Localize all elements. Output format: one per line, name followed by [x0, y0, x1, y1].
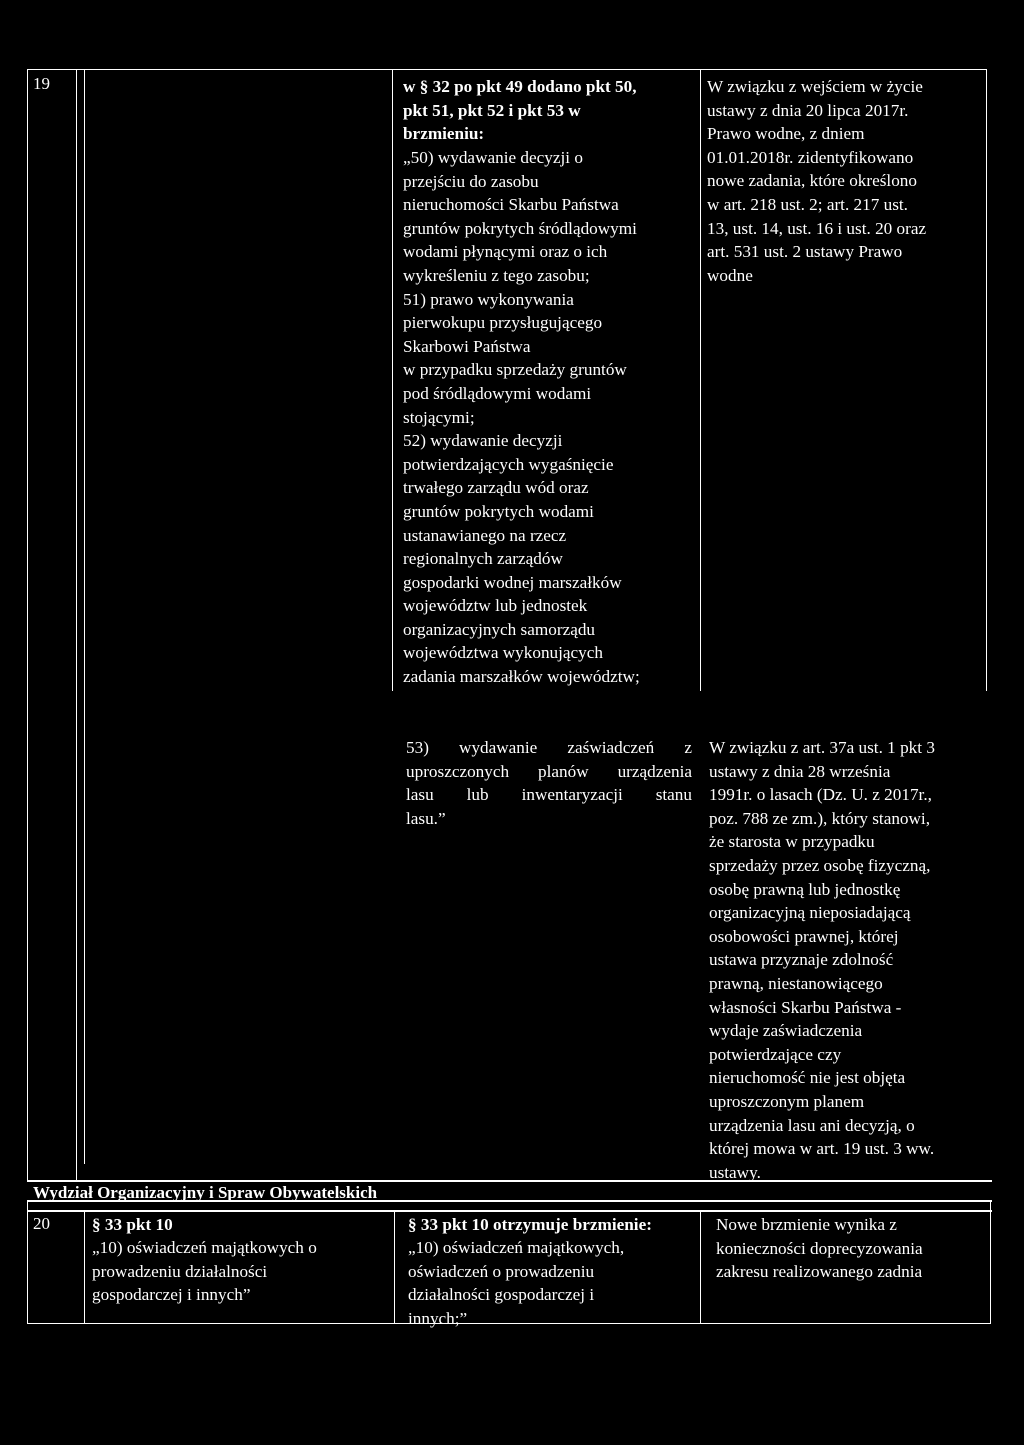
- department-row-divider: [27, 1210, 992, 1212]
- row19-proposed-heading: w § 32 po pkt 49 dodano pkt 50, pkt 51, pkt 52 i pkt 53 w brzmieniu:: [403, 77, 637, 144]
- number-column-divider: [76, 69, 77, 1180]
- row19-proposed-text-bottom: [406, 736, 692, 830]
- row19-number: 19: [33, 74, 50, 93]
- department-heading: Wydział Organizacyjny i Spraw Obywatelskich: [33, 1183, 378, 1202]
- row19-top-border: [27, 69, 987, 70]
- row20-number: 20: [33, 1214, 50, 1233]
- row19-point53-line: lasu lub inwentaryzacji stanu: [406, 785, 692, 805]
- row20-current-divider: [394, 1210, 395, 1324]
- row20-left-border: [27, 1200, 28, 1324]
- row19-justification-bottom: W związku z art. 37a ust. 1 pkt 3 ustawy z dnia 28 września 1991r. o lasach (Dz. U. z 2017r., poz. 788 ze zm.), który stanowi, że starosta w przypadku sprzedaży przez osobę fizyczną, osobę prawną lub jednostkę organizacyjną nieposiadającą osobowości prawnej, której ustawa przyznaje zdolność prawną, niestanowiącego własności Skarbu Państwa - wydaje zaświadczenia potwierdzające czy nieruchomość nie jest objęta uproszczonym planem urządzenia lasu ani decyzją, o której mowa w art. 19 ust. 3 ww. ustawy.: [709, 738, 935, 1182]
- current-text-column-divider: [392, 69, 393, 691]
- row20-proposed-heading: § 33 pkt 10 otrzymuje brzmienie:: [408, 1215, 652, 1234]
- row19-point53-line: 53) wydawanie zaświadczeń z: [406, 738, 692, 757]
- row20-right-border: [990, 1202, 991, 1324]
- row20-current-heading: § 33 pkt 10: [92, 1215, 173, 1234]
- row20-current-text: „10) oświadczeń majątkowych o prowadzeniu działalności gospodarczej i innych”: [92, 1238, 317, 1305]
- table-left-border: [27, 69, 28, 1180]
- row20-number-divider: [84, 1210, 85, 1324]
- proposed-text-column-divider-top: [700, 69, 701, 691]
- inner-column-divider: [84, 69, 85, 1164]
- row19-point53-line: uproszczonych planów urządzenia: [406, 761, 692, 781]
- row20-proposed-text: „10) oświadczeń majątkowych, oświadczeń o prowadzeniu działalności gospodarczej i innych;”: [408, 1238, 625, 1328]
- row19-justification-top: W związku z wejściem w życie ustawy z dnia 20 lipca 2017r. Prawo wodne, z dniem 01.01.2018r. zidentyfikowano nowe zadania, które określono w art. 218 ust. 2; art. 217 ust. 13, ust. 14, ust. 16 i ust. 20 oraz art. 531 ust. 2 ustawy Prawo wodne: [707, 77, 927, 285]
- row20-justification: Nowe brzmienie wynika z konieczności doprecyzowania zakresu realizowanego zadnia: [716, 1215, 923, 1282]
- row20-proposed-divider: [700, 1210, 701, 1324]
- row19-point53-line: lasu.”: [406, 808, 446, 828]
- row19-proposed-text-top: „50) wydawanie decyzji o przejściu do zasobu nieruchomości Skarbu Państwa gruntów pokrytych śródlądowymi wodami płynącymi oraz o ich wykreśleniu z tego zasobu; 51) prawo wykonywania pierwokupu przysługującego Skarbowi Państwa w przypadku sprzedaży gruntów pod śródlądowymi wodami stojącymi; 52) wydawanie decyzji potwierdzających wygaśnięcie trwałego zarządu wód oraz gruntów pokrytych wodami ustanawianego na rzecz regionalnych zarządów gospodarki wodnej marszałków województw lub jednostek organizacyjnych samorządu województwa wykonujących zadania marszałków województw;: [403, 148, 640, 687]
- table-right-border-top: [986, 69, 987, 691]
